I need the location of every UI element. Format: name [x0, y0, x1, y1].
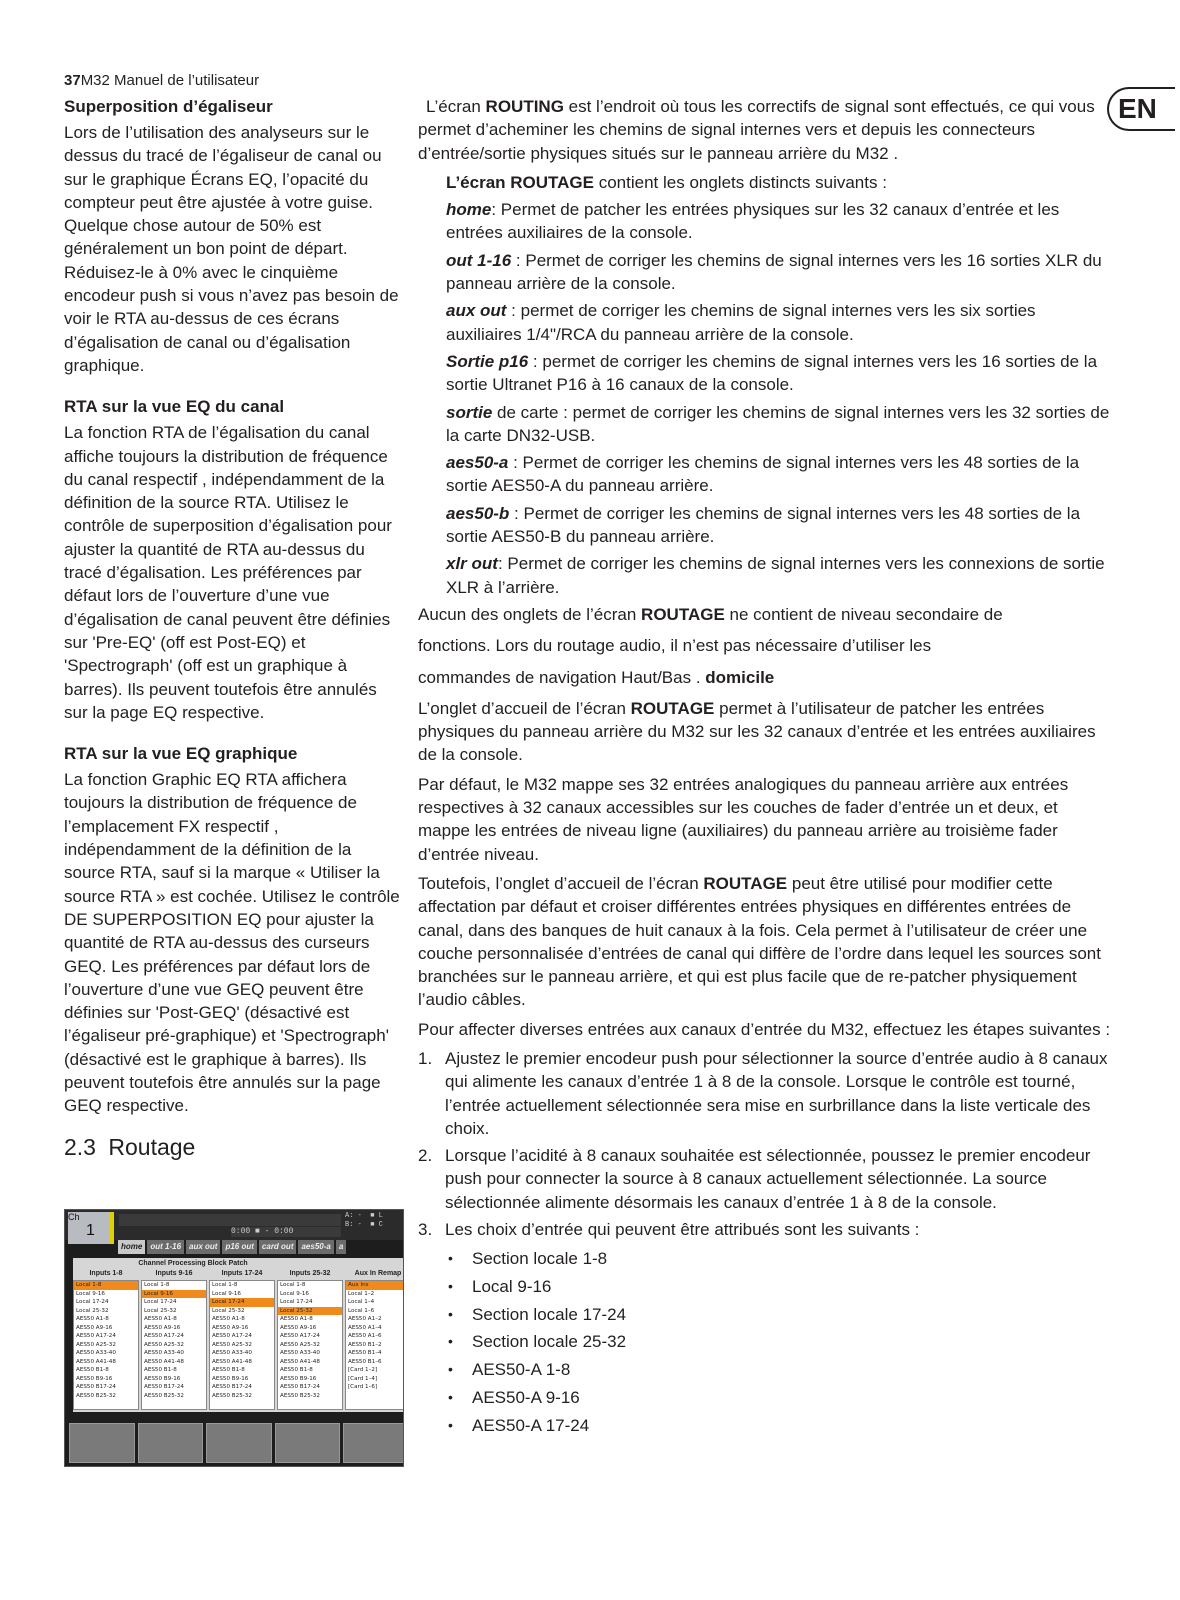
- patch-group: [141, 1270, 207, 1410]
- list-item: [418, 1245, 1113, 1273]
- tab-description: : Permet de corriger les chemins de signal internes vers les 48 sorties de la sortie AES50-A du panneau arrière.: [446, 453, 1080, 496]
- patch-source-item[interactable]: Local 9-16: [280, 1290, 309, 1297]
- step-item: [418, 1047, 1113, 1140]
- tab-term: xlr out: [446, 554, 498, 574]
- patch-source-item[interactable]: AES50 B25-32: [144, 1392, 184, 1399]
- patch-source-item[interactable]: AES50 B9-16: [76, 1375, 113, 1382]
- patch-source-item[interactable]: AES50 B1–6: [348, 1358, 382, 1365]
- patch-source-item[interactable]: AES50 A33-40: [212, 1350, 252, 1356]
- paragraph-rta-channel-eq: La fonction RTA de l’égalisation du canal affiche toujours la distribution de fréquence du canal respectif , indépendamment de la définition de la source RTA. Utilisez le contrôle de superposition d’égalisation pour ajuster la quantité de RTA au-dessus du tracé d’égalisation. Les préférences par défaut lors de l’ouverture d’une vue d’égalisation de canal peuvent être définies sur 'Pre-EQ' (off est Post-EQ) et 'Spectrograph' (off est un graphique à barres). Ils peuvent toutefois être annulés sur la page EQ respective.: [64, 423, 392, 722]
- channel-label: Ch: [68, 1212, 80, 1222]
- patch-source-item[interactable]: Local 1–2: [348, 1290, 375, 1297]
- patch-source-item[interactable]: [Card 1–2]: [348, 1367, 378, 1373]
- bullet-icon: •: [448, 1416, 453, 1433]
- page-header: [64, 72, 259, 89]
- step-number: 3.: [418, 1220, 433, 1240]
- tab-definition: [446, 249, 1113, 296]
- patch-source-item[interactable]: AES50 B1-8: [280, 1367, 313, 1373]
- tab-description: : Permet de corriger les chemins de signal internes vers les 16 sorties XLR du panneau arrière de la console.: [446, 250, 1102, 294]
- paragraph-toutefois: [418, 872, 1113, 1012]
- heading-rta-graphic-eq: RTA sur la vue EQ graphique: [64, 744, 298, 764]
- patch-source-item[interactable]: Local 17-24: [280, 1299, 313, 1305]
- patch-source-item[interactable]: AES50 A25-32: [144, 1341, 184, 1348]
- patch-source-item[interactable]: AES50 B9-16: [212, 1375, 249, 1382]
- step-text: Lorsque l’acidité à 8 canaux souhaitée est sélectionnée, poussez le premier encodeur push pour connecter la source à 8 canaux actuellement sélectionnée. La source sélectionnée alimente désormais les canaux d’entrée 1 à 8 de la console.: [445, 1146, 1091, 1212]
- patch-source-item[interactable]: AES50 A1–6: [348, 1333, 382, 1339]
- right-column: [418, 95, 1113, 1439]
- patch-source-item[interactable]: AES50 A25-32: [76, 1341, 116, 1348]
- patch-source-item[interactable]: Local 1-8: [280, 1282, 306, 1288]
- step-number: 2.: [418, 1146, 433, 1166]
- patch-source-item[interactable]: AES50 A17-24: [76, 1333, 116, 1339]
- tab-definition: [446, 502, 1113, 549]
- patch-source-item[interactable]: AES50 A17-24: [144, 1333, 184, 1339]
- paragraph-aucun: [418, 603, 1113, 626]
- tab-term: Sortie p16: [446, 351, 529, 371]
- patch-source-item[interactable]: Local 25-32: [278, 1307, 342, 1316]
- encoder-button[interactable]: [275, 1423, 341, 1463]
- patch-source-item[interactable]: Local 1-8: [74, 1281, 138, 1290]
- patch-source-item[interactable]: AES50 B17-24: [212, 1384, 252, 1390]
- bullet-icon: •: [448, 1361, 453, 1378]
- toutefois-text-1: Toutefois, l’onglet d’accueil de l’écran: [418, 873, 704, 893]
- paragraph-par-defaut: Par défaut, le M32 mappe ses 32 entrées analogiques du panneau arrière aux entrées respectives à 32 canaux accessibles sur les couches de fader d’entrée un et deux, et mappe les entrées de niveau ligne (auxiliaires) du panneau arrière au troisième fader d’entrée niveau.: [418, 774, 1069, 864]
- patch-source-item[interactable]: AES50 A9-16: [144, 1324, 181, 1331]
- patch-group: [277, 1270, 343, 1410]
- bullet-icon: •: [448, 1388, 453, 1405]
- list-item: [418, 1273, 1113, 1301]
- tab-definition: [446, 350, 1113, 397]
- paragraph-commandes: [418, 666, 1113, 689]
- tabs-intro-bold: L’écran ROUTAGE: [446, 172, 594, 192]
- patch-group: [345, 1270, 404, 1410]
- patch-source-item[interactable]: AES50 A17-24: [280, 1333, 320, 1339]
- tab-out-1-16[interactable]: out 1-16: [147, 1240, 184, 1254]
- patch-source-item[interactable]: AES50 B17-24: [144, 1384, 184, 1390]
- list-item-text: Section locale 25-32: [472, 1332, 627, 1352]
- patch-source-item[interactable]: AES50 B9-16: [280, 1375, 317, 1382]
- page-number: 37: [64, 72, 81, 89]
- patch-source-item[interactable]: AES50 B1–4: [348, 1350, 382, 1356]
- tab-term: out 1-16: [446, 250, 512, 270]
- list-item-text: Section locale 17-24: [472, 1304, 627, 1324]
- tab-term: aes50-a: [446, 453, 509, 473]
- bullet-icon: •: [448, 1250, 453, 1267]
- list-item: [418, 1301, 1113, 1329]
- aucun-bold: ROUTAGE: [641, 604, 725, 624]
- patch-group-header: Inputs 17-24: [221, 1270, 263, 1277]
- manual-title: M32 Manuel de l’utilisateur: [80, 72, 260, 89]
- paragraph-rta-graphic-eq: La fonction Graphic EQ RTA affichera toujours la distribution de fréquence de l’emplacement FX respectif , indépendamment de la définition de la source RTA, sauf si la marque « Utiliser la source RTA » est cochée. Utilisez le contrôle DE SUPERPOSITION EQ pour ajuster la quantité de RTA au-dessus des curseurs GEQ. Les préférences par défaut lors de l’ouverture d’une vue GEQ peuvent être définies sur 'Post-GEQ' (désactivé est l’égaliseur pré-graphique) et 'Spectrograph' (désactivé est le graphique à barres). Ils peuvent toutefois être annulés sur la page GEQ respective.: [64, 770, 400, 1116]
- encoder-button[interactable]: [138, 1423, 204, 1463]
- tab-description: : permet de corriger les chemins de signal internes vers les 16 sorties de la sortie Ultranet P16 à 16 canaux de la console.: [446, 351, 1098, 395]
- patch-source-item[interactable]: AES50 A9-16: [212, 1324, 249, 1331]
- patch-source-item[interactable]: AES50 A9-16: [76, 1324, 113, 1331]
- screenshot-tabs: [118, 1240, 404, 1254]
- patch-source-item[interactable]: AES50 B25-32: [212, 1392, 252, 1399]
- patch-source-item[interactable]: AES50 A41-48: [76, 1358, 116, 1365]
- language-badge: EN: [1107, 87, 1175, 131]
- patch-source-item[interactable]: Local 1–4: [348, 1299, 375, 1305]
- list-item-text: AES50-A 17-24: [472, 1415, 590, 1435]
- list-item-text: Local 9-16: [472, 1277, 552, 1297]
- screenshot-bottom-buttons: [69, 1423, 404, 1465]
- paragraph-fonctions: fonctions. Lors du routage audio, il n’est pas nécessaire d’utiliser les: [418, 636, 932, 656]
- step-item: [418, 1218, 1113, 1241]
- list-item: [418, 1328, 1113, 1356]
- tab-definition: [446, 299, 1113, 346]
- level-meter: [119, 1214, 341, 1226]
- patch-source-item[interactable]: Local 25-32: [144, 1307, 177, 1314]
- patch-panel: [73, 1258, 404, 1412]
- tab-term: aes50-b: [446, 503, 510, 523]
- list-item: [418, 1384, 1113, 1412]
- paragraph-onglet: [418, 697, 1113, 767]
- patch-source-item[interactable]: AES50 A1–4: [348, 1324, 382, 1331]
- step-item: [418, 1144, 1113, 1214]
- patch-source-list[interactable]: [141, 1280, 207, 1410]
- list-item-text: AES50-A 9-16: [472, 1387, 580, 1407]
- patch-source-item[interactable]: AES50 B9-16: [144, 1375, 181, 1382]
- section-number: 2.3: [64, 1133, 96, 1160]
- patch-source-item[interactable]: AES50 A1-8: [280, 1316, 313, 1322]
- patch-source-item[interactable]: Local 25-32: [76, 1307, 109, 1314]
- patch-source-item[interactable]: Local 25-32: [212, 1307, 245, 1314]
- patch-source-item[interactable]: AES50 A9-16: [280, 1324, 317, 1331]
- patch-source-item[interactable]: AES50 B25-32: [280, 1392, 320, 1399]
- tab-definition: [446, 552, 1113, 599]
- aucun-text-2: ne contient de niveau secondaire de: [724, 604, 1003, 624]
- encoder-button[interactable]: [206, 1423, 272, 1463]
- patch-source-item[interactable]: [Card 1–4]: [348, 1375, 378, 1382]
- tab-definition: [446, 401, 1113, 448]
- patch-source-item[interactable]: AES50 A25-32: [212, 1341, 252, 1348]
- patch-group: [209, 1270, 275, 1410]
- toutefois-text-2: peut être utilisé pour modifier cette affectation par défaut et croiser différentes entrées physiques en différentes entrées de canal, dans des banques de huit canaux à la fois. Cela permet à l’utilisateur de créer une couche personnalisée d’entrées de canal qui diffère de l’ordre dans lequel les sources sont branchées sur le panneau arrière, et qui est plus facile que de re-patcher physiquement l’audio câbles.: [418, 873, 1101, 1010]
- aucun-text-1: Aucun des onglets de l’écran: [418, 604, 642, 624]
- patch-group: [73, 1270, 139, 1410]
- paragraph-eq-overlay: Lors de l’utilisation des analyseurs sur le dessus du tracé de l’égaliseur de canal ou sur le graphique Écrans EQ, l’opacité du compteur peut être ajustée à votre guise. Quelque chose autour de 50% est généralement un bon point de départ. Réduisez-le à 0% avec le cinquième encodeur push si vous n’avez pas besoin de voir le RTA au-dessus de ces écrans d’égalisation de canal ou d’égalisation graphique.: [64, 123, 399, 375]
- patch-source-item[interactable]: AES50 A33-40: [280, 1350, 320, 1356]
- patch-source-item[interactable]: Local 1–6: [348, 1307, 375, 1314]
- patch-source-item[interactable]: AES50 A1-8: [212, 1316, 245, 1322]
- heading-eq-overlay: Superposition d’égaliseur: [64, 97, 273, 116]
- onglet-text-1: L’onglet d’accueil de l’écran: [418, 698, 631, 718]
- tab-description: de carte : permet de corriger les chemins de signal internes vers les 32 sorties de la carte DN32-USB.: [446, 402, 1110, 445]
- patch-source-item[interactable]: AES50 A41-48: [280, 1358, 320, 1365]
- tab-definition: [446, 451, 1113, 498]
- left-column: [64, 95, 402, 1165]
- list-item: [418, 1412, 1113, 1440]
- channel-number: 1: [86, 1222, 95, 1239]
- tab-definition: [446, 198, 1113, 245]
- patch-source-item[interactable]: Local 1-8: [144, 1282, 170, 1288]
- patch-source-item[interactable]: AES50 A25-32: [280, 1341, 320, 1348]
- patch-source-list[interactable]: [277, 1280, 343, 1410]
- paragraph-tabs-intro: [446, 171, 1113, 194]
- step-text: Ajustez le premier encodeur push pour sélectionner la source d’entrée audio à 8 canaux qui alimente les canaux d’entrée 1 à 8 de la console. Lorsque le contrôle est tourné, l’entrée actuellement sélectionnée sera mise en surbrillance dans la liste verticale des choix.: [445, 1048, 1108, 1138]
- step-number: 1.: [418, 1048, 433, 1068]
- list-item: [418, 1356, 1113, 1384]
- tab-description: : Permet de corriger les chemins de signal internes vers les connexions de sortie XLR à l’arrière.: [446, 554, 1105, 597]
- tab-description: : Permet de patcher les entrées physiques sur les 32 canaux d’entrée et les entrées auxiliaires de la console.: [446, 200, 1060, 243]
- patch-group-header: Aux In Remap: [354, 1270, 402, 1277]
- patch-source-item[interactable]: Local 17-24: [144, 1299, 177, 1305]
- patch-source-item[interactable]: AES50 A33-40: [76, 1350, 116, 1356]
- patch-source-item[interactable]: AES50 B25-32: [76, 1392, 116, 1399]
- heading-rta-channel-eq: RTA sur la vue EQ du canal: [64, 397, 285, 417]
- tab-aux-out[interactable]: aux out: [186, 1240, 220, 1254]
- patch-source-item[interactable]: Local 9-16: [76, 1290, 105, 1297]
- bullet-icon: •: [448, 1305, 453, 1322]
- patch-source-item[interactable]: AES50 A41-48: [144, 1358, 184, 1365]
- paragraph-routing-intro: L’écran ROUTING est l’endroit où tous les correctifs de signal sont effectués, ce qui vous permet d’acheminer les chemins de signal internes vers et depuis les connecteurs d’entrée/sortie physiques situés sur le panneau arrière du M32 .: [418, 97, 1095, 163]
- patch-source-list[interactable]: [345, 1280, 404, 1410]
- patch-group-header: Inputs 1-8: [89, 1270, 123, 1277]
- patch-group-header: Inputs 25-32: [289, 1270, 331, 1277]
- patch-source-list[interactable]: [209, 1280, 275, 1410]
- tab-p16-out[interactable]: p16 out: [222, 1240, 256, 1254]
- section-title: Routage: [108, 1133, 196, 1160]
- bullet-icon: •: [448, 1278, 453, 1295]
- patch-source-item[interactable]: AES50 A33-40: [144, 1350, 184, 1356]
- patch-source-item[interactable]: AES50 B17-24: [280, 1384, 320, 1390]
- tab-aes50-a[interactable]: aes50-a: [298, 1240, 333, 1254]
- patch-source-item[interactable]: AES50 A1-8: [76, 1316, 109, 1322]
- list-item-text: Section locale 1-8: [472, 1249, 608, 1269]
- tab-description: : permet de corriger les chemins de signal internes vers les six sorties auxiliaires 1/4"/RCA du panneau arrière de la console.: [446, 301, 1036, 344]
- tab-card-out[interactable]: card out: [259, 1240, 297, 1254]
- patch-source-item[interactable]: AES50 A17-24: [212, 1333, 252, 1339]
- ab-indicator: A: - ■ L B: - ■ C: [345, 1212, 383, 1229]
- patch-source-item[interactable]: AES50 A41-48: [212, 1358, 252, 1365]
- patch-source-item[interactable]: AES50 A1-8: [144, 1316, 177, 1322]
- patch-source-item[interactable]: Local 17-24: [210, 1298, 274, 1307]
- tab-home[interactable]: home: [118, 1240, 145, 1254]
- patch-source-item[interactable]: AES50 B1-8: [144, 1367, 177, 1373]
- channel-indicator: [68, 1212, 114, 1244]
- paragraph-pour-affecter: Pour affecter diverses entrées aux canaux d’entrée du M32, effectuez les étapes suivantes :: [418, 1019, 1111, 1039]
- patch-panel-title: Channel Processing Block Patch: [138, 1260, 248, 1267]
- patch-source-list[interactable]: [73, 1280, 139, 1410]
- patch-group-header: Inputs 9-16: [155, 1270, 193, 1277]
- patch-source-item[interactable]: Local 9-16: [142, 1290, 206, 1299]
- onglet-bold: ROUTAGE: [630, 698, 715, 718]
- tab-a[interactable]: a: [336, 1240, 346, 1254]
- encoder-button[interactable]: [343, 1423, 404, 1463]
- encoder-button[interactable]: [69, 1423, 135, 1463]
- input-choices-list: [418, 1245, 1113, 1439]
- tab-description: : Permet de corriger les chemins de signal internes vers les 48 sorties de la sortie AES50-B du panneau arrière.: [446, 503, 1081, 547]
- onglet-text-2: permet à l’utilisateur de patcher les entrées physiques du panneau arrière du M32 sur les 32 canaux d’entrée et les entrées auxiliaires de la console.: [418, 698, 1096, 765]
- domicile-bold: domicile: [705, 667, 775, 687]
- patch-source-item[interactable]: AES50 B1-8: [212, 1367, 245, 1373]
- patch-source-item[interactable]: [Card 1–6]: [348, 1384, 378, 1390]
- patch-source-item[interactable]: Aux Ins: [346, 1281, 404, 1290]
- tab-term: sortie: [446, 402, 493, 422]
- bullet-icon: •: [448, 1333, 453, 1350]
- patch-source-item[interactable]: AES50 B1–2: [348, 1341, 382, 1348]
- routing-screenshot: [64, 1209, 404, 1467]
- tabs-intro-rest: contient les onglets distincts suivants :: [594, 172, 887, 192]
- section-heading-routage: [64, 1133, 402, 1160]
- patch-source-item[interactable]: AES50 B17-24: [76, 1384, 116, 1390]
- patch-source-item[interactable]: Local 1-8: [212, 1282, 238, 1288]
- patch-source-item[interactable]: AES50 B1-8: [76, 1367, 109, 1373]
- commandes-text: commandes de navigation Haut/Bas .: [418, 667, 706, 687]
- tab-term: aux out: [446, 301, 507, 321]
- tab-term: home: [446, 200, 492, 220]
- step-text: Les choix d’entrée qui peuvent être attribués sont les suivants :: [445, 1220, 920, 1240]
- patch-source-item[interactable]: Local 9-16: [212, 1290, 241, 1297]
- time-display: 0:00 ■ - 0:00: [231, 1227, 341, 1237]
- list-item-text: AES50-A 1-8: [472, 1360, 571, 1380]
- patch-source-item[interactable]: Local 17-24: [76, 1299, 109, 1305]
- patch-source-item[interactable]: AES50 A1–2: [348, 1316, 382, 1322]
- toutefois-bold: ROUTAGE: [703, 873, 788, 893]
